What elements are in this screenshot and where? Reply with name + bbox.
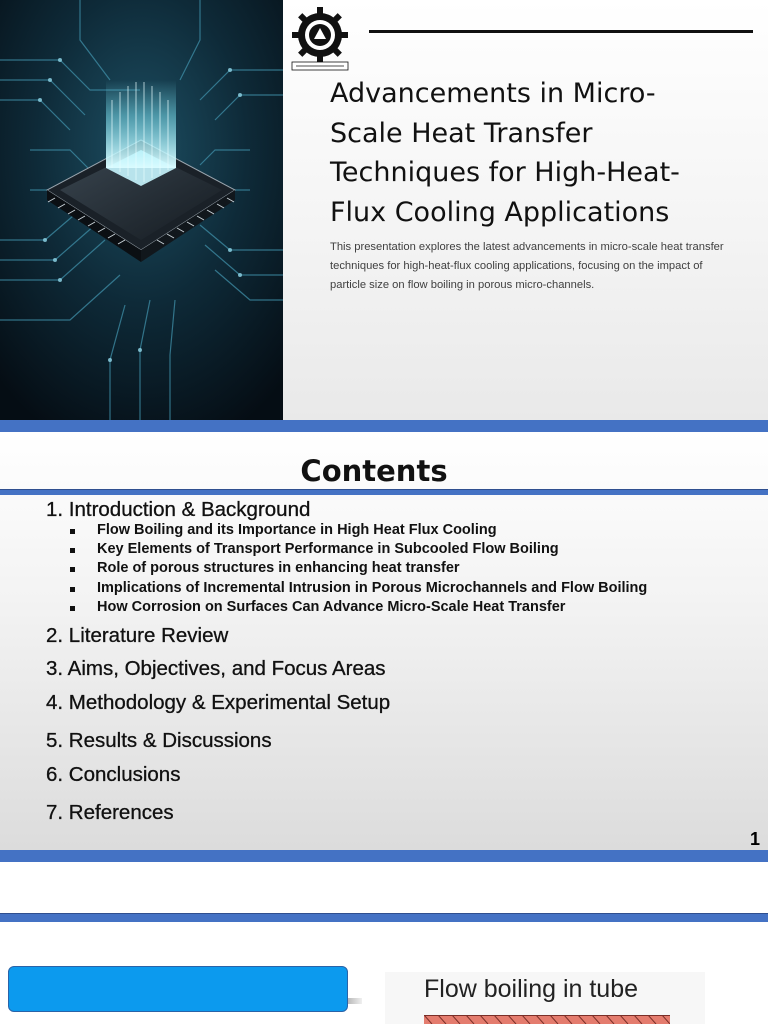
toc-subitem[interactable]: Flow Boiling and its Importance in High Heat Flux Cooling: [97, 522, 497, 538]
toc-item[interactable]: 2. Literature Review: [46, 624, 229, 647]
title-line: Flux Cooling Applications: [330, 196, 670, 228]
slide-divider: [0, 914, 768, 922]
heading-rule-edge: [0, 489, 768, 490]
contents-heading: Contents: [300, 454, 448, 488]
toc-subitem[interactable]: Key Elements of Transport Performance in Subcooled Flow Boiling: [97, 541, 559, 557]
title-line: Advancements in Micro-: [330, 78, 656, 109]
tube-wall-hatch: [424, 1015, 670, 1024]
bullet-icon: [70, 529, 75, 534]
bullet-icon: [70, 567, 75, 572]
slide-title: [330, 74, 750, 232]
toc-item[interactable]: 1. Introduction & Background: [46, 498, 311, 521]
section-banner[interactable]: [8, 966, 348, 1012]
slide-divider: [0, 420, 768, 432]
toc-subitem[interactable]: Role of porous structures in enhancing heat transfer: [97, 560, 460, 576]
toc-item[interactable]: 7. References: [46, 801, 174, 824]
toc-item[interactable]: 5. Results & Discussions: [46, 729, 272, 752]
toc-item[interactable]: 3. Aims, Objectives, and Focus Areas: [46, 657, 386, 680]
slide-subtitle: This presentation explores the latest advancements in micro-scale heat transfer techniques for high-heat-flux cooling applications, focusing on the impact of particle size on flow boiling in porous micro-channels.: [330, 241, 724, 291]
title-line: Scale Heat Transfer: [330, 117, 593, 149]
circuit-chip-image: [0, 0, 283, 420]
toc-subitem[interactable]: Implications of Incremental Intrusion in Porous Microchannels and Flow Boiling: [97, 580, 648, 596]
toc-item[interactable]: 6. Conclusions: [46, 763, 181, 786]
institute-logo: [290, 5, 350, 71]
figure-title: Flow boiling in tube: [424, 975, 639, 1003]
header-rule: [369, 30, 753, 33]
title-line: Techniques for High-Heat-: [330, 157, 680, 188]
bullet-icon: [70, 587, 75, 592]
slide-divider: [0, 850, 768, 862]
page-number: 1: [750, 829, 761, 849]
heading-rule: [0, 490, 768, 495]
bullet-icon: [70, 548, 75, 553]
toc-item[interactable]: 4. Methodology & Experimental Setup: [46, 691, 391, 714]
toc-subitem[interactable]: How Corrosion on Surfaces Can Advance Micro-Scale Heat Transfer: [97, 599, 566, 615]
bullet-icon: [70, 606, 75, 611]
slide-divider-edge: [0, 913, 768, 914]
